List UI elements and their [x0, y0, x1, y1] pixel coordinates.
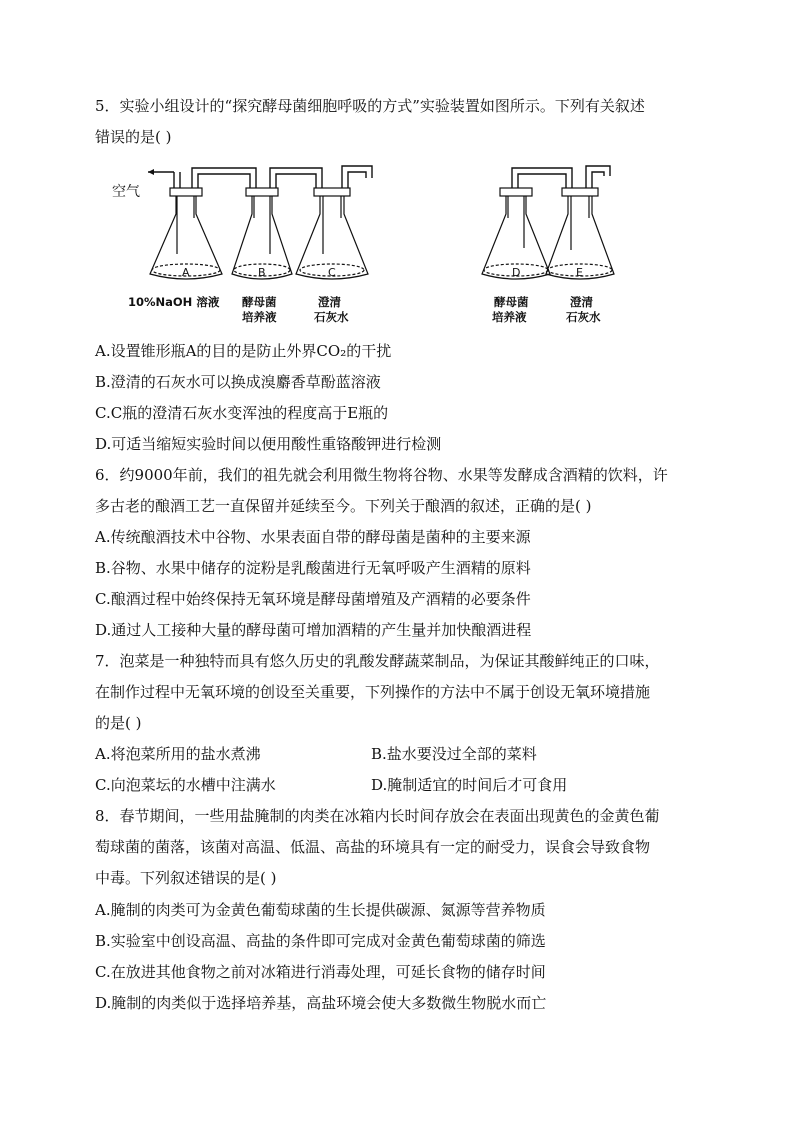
flask-d-label-line2: 培养液: [492, 310, 527, 324]
q7-option-d: D.腌制适宜的时间后才可食用: [371, 776, 568, 794]
q7-stem-line2: 在制作过程中无氧环境的创设至关重要，下列操作的方法中不属于创设无氧环境措施: [95, 683, 651, 701]
q5-option-c: C.C瓶的澄清石灰水变浑浊的程度高于E瓶的: [95, 404, 389, 422]
q8-stem-line3: 中毒。下列叙述错误的是( ): [95, 869, 277, 887]
flask-b-letter: B: [258, 266, 266, 279]
flask-c-label-line1: 澄清: [318, 295, 341, 309]
q5-option-b: B.澄清的石灰水可以换成溴麝香草酚蓝溶液: [95, 373, 381, 391]
q7-stem-line3: 的是( ): [95, 714, 142, 732]
flask-c-letter: C: [328, 266, 336, 279]
flask-e-label-line2: 石灰水: [566, 310, 601, 324]
q8-stem-line2: 萄球菌的菌落，该菌对高温、低温、高盐的环境具有一定的耐受力，误食会导致食物: [95, 838, 651, 856]
q7-option-b: B.盐水要没过全部的菜料: [371, 745, 537, 763]
q6-option-b: B.谷物、水果中储存的淀粉是乳酸菌进行无氧呼吸产生酒精的原料: [95, 559, 531, 577]
flask-d-letter: D: [512, 266, 521, 279]
flask-b-label-line1: 酵母菌: [242, 295, 277, 309]
flask-c-label-line2: 石灰水: [314, 310, 349, 324]
q5-apparatus-diagram: [110, 158, 640, 334]
q6-option-d: D.通过人工接种大量的酵母菌可增加酒精的产生量并加快酿酒进程: [95, 621, 532, 639]
q6-option-a: A.传统酿酒技术中谷物、水果表面自带的酵母菌是菌种的主要来源: [95, 528, 531, 546]
q8-stem-line1: 8．春节期间，一些用盐腌制的肉类在冰箱内长时间存放会在表面出现黄色的金黄色葡: [95, 807, 660, 825]
q5-option-a: A.设置锥形瓶A的目的是防止外界CO₂的干扰: [95, 342, 392, 360]
q6-option-c: C.酿酒过程中始终保持无氧环境是酵母菌增殖及产酒精的必要条件: [95, 590, 531, 608]
flask-a-letter: A: [182, 266, 190, 279]
q8-option-d: D.腌制的肉类似于选择培养基，高盐环境会使大多数微生物脱水而亡: [95, 994, 547, 1012]
q5-option-d: D.可适当缩短实验时间以便用酸性重铬酸钾进行检测: [95, 435, 442, 453]
q5-stem-line2: 错误的是( ): [95, 128, 172, 146]
air-label: 空气: [112, 184, 140, 200]
q7-option-c: C.向泡菜坛的水槽中注满水: [95, 776, 276, 794]
flask-d-label-line1: 酵母菌: [494, 295, 529, 309]
q7-stem-line1: 7．泡菜是一种独特而具有悠久历史的乳酸发酵蔬菜制品，为保证其酸鲜纯正的口味，: [95, 652, 660, 670]
q8-option-a: A.腌制的肉类可为金黄色葡萄球菌的生长提供碳源、氮源等营养物质: [95, 901, 546, 919]
q8-option-c: C.在放进其他食物之前对冰箱进行消毒处理，可延长食物的储存时间: [95, 963, 546, 981]
flask-e-letter: E: [576, 266, 583, 279]
q5-stem-line1: 5．实验小组设计的“探究酵母菌细胞呼吸的方式”实验装置如图所示。下列有关叙述: [95, 97, 645, 115]
flask-a-label: 10%NaOH 溶液: [128, 295, 220, 309]
q8-option-b: B.实验室中创设高温、高盐的条件即可完成对金黄色葡萄球菌的筛选: [95, 932, 546, 950]
flask-b-label-line2: 培养液: [242, 310, 277, 324]
q7-option-a: A.将泡菜所用的盐水煮沸: [95, 745, 261, 763]
flask-e-label-line1: 澄清: [570, 295, 593, 309]
q6-stem-line1: 6．约9000年前，我们的祖先就会利用微生物将谷物、水果等发酵成含酒精的饮料，许: [95, 466, 668, 484]
q6-stem-line2: 多古老的酿酒工艺一直保留并延续至今。下列关于酿酒的叙述，正确的是( ): [95, 497, 592, 515]
